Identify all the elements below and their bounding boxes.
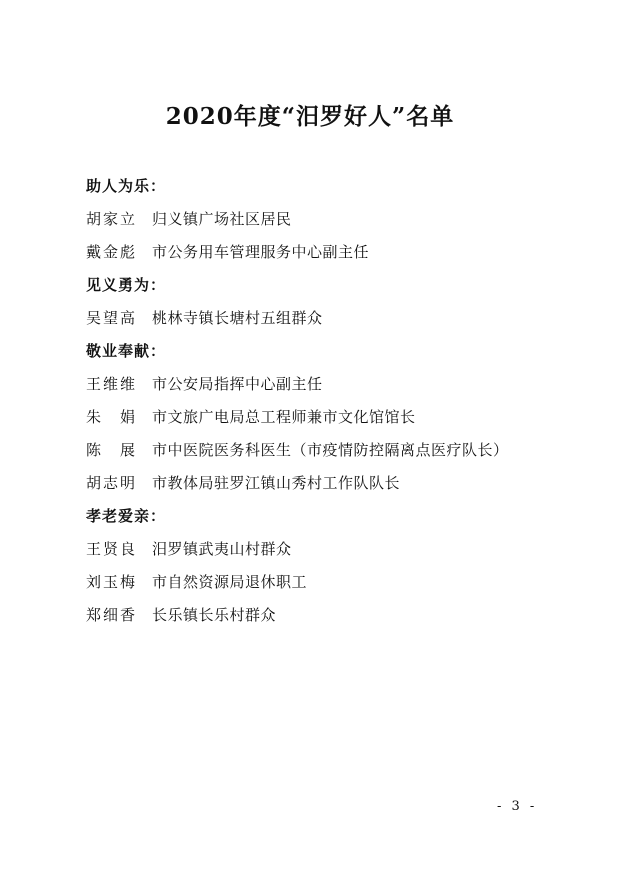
section-heading: 见义勇为： [86, 276, 167, 294]
person-description: 长乐镇长乐村群众 [152, 606, 277, 624]
list-item [86, 302, 556, 335]
person-name: 王贤良 [86, 540, 138, 558]
section-heading: 敬业奉献： [86, 342, 167, 360]
page-number: - 3 - [497, 799, 538, 814]
list-item [86, 434, 556, 467]
list-item [86, 599, 556, 632]
person-name: 胡家立 [86, 210, 138, 228]
section-filial-piety [86, 500, 556, 632]
person-description: 市公务用车管理服务中心副主任 [152, 243, 370, 261]
person-name: 朱 娟 [86, 408, 138, 426]
person-description: 市公安局指挥中心副主任 [152, 375, 323, 393]
person-description: 市自然资源局退休职工 [152, 573, 308, 591]
person-description: 市教体局驻罗江镇山秀村工作队队长 [152, 474, 401, 492]
person-name: 王维维 [86, 375, 138, 393]
person-name: 郑细香 [86, 606, 138, 624]
document-title: 2020年度“汨罗好人”名单 [165, 103, 455, 130]
section-bravery [86, 269, 556, 335]
list-item [86, 533, 556, 566]
honoree-list [86, 170, 556, 632]
person-name: 陈 展 [86, 441, 138, 459]
person-description: 市中医院医务科医生（市疫情防控隔离点医疗队长） [152, 441, 509, 459]
list-item [86, 566, 556, 599]
person-description: 桃林寺镇长塘村五组群众 [152, 309, 323, 327]
person-name: 吴望高 [86, 309, 138, 327]
list-item [86, 368, 556, 401]
person-name: 胡志明 [86, 474, 138, 492]
person-description: 汨罗镇武夷山村群众 [152, 540, 292, 558]
person-description: 归义镇广场社区居民 [152, 210, 292, 228]
section-dedication [86, 335, 556, 500]
list-item [86, 203, 556, 236]
section-heading: 助人为乐： [86, 177, 167, 195]
list-item [86, 467, 556, 500]
section-heading: 孝老爱亲： [86, 507, 167, 525]
person-name: 刘玉梅 [86, 573, 138, 591]
list-item [86, 236, 556, 269]
section-helping-others [86, 170, 556, 269]
list-item [86, 401, 556, 434]
person-name: 戴金彪 [86, 243, 138, 261]
person-description: 市文旅广电局总工程师兼市文化馆馆长 [152, 408, 416, 426]
